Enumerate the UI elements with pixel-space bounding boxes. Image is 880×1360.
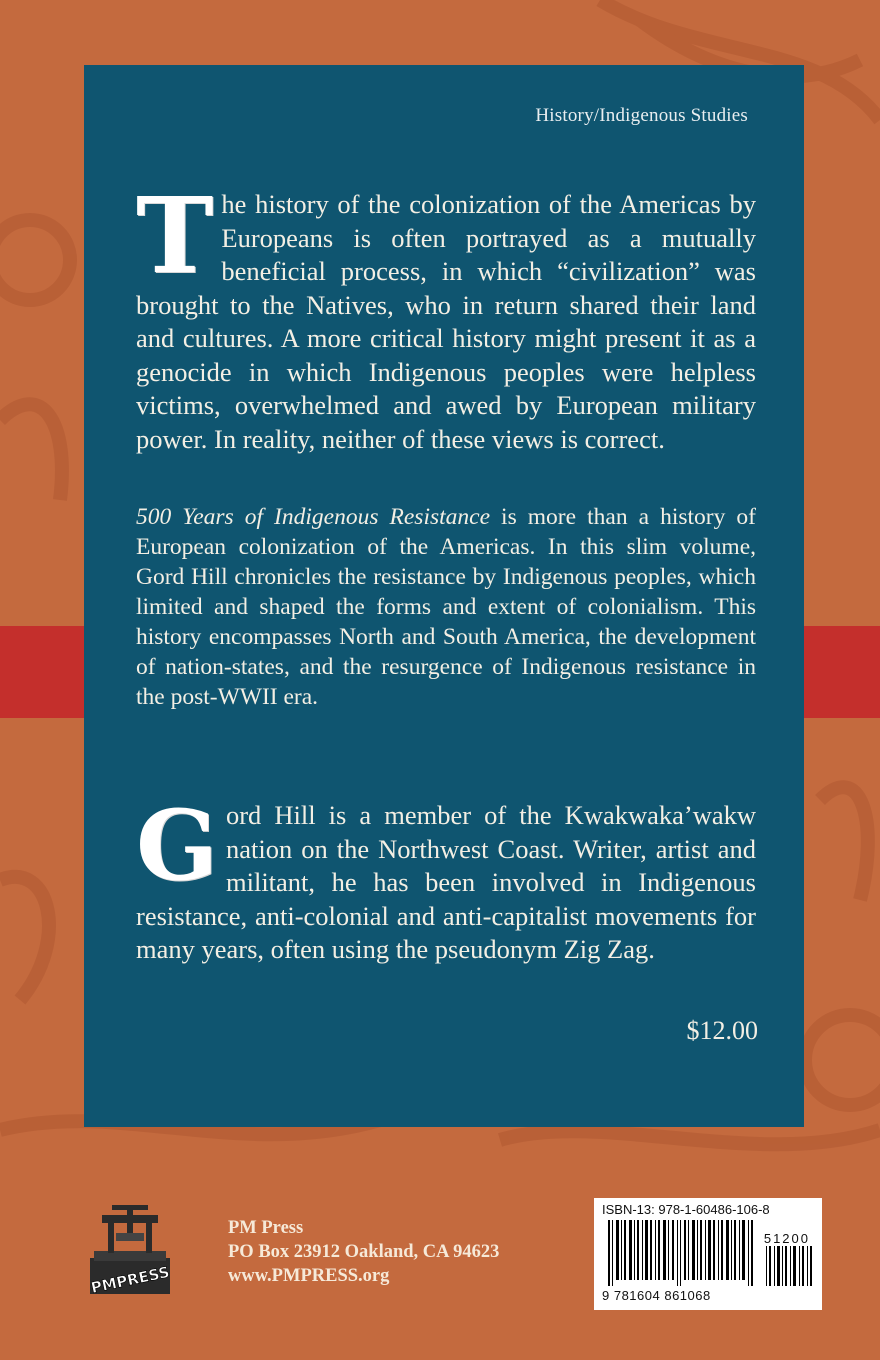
dropcap-g: G bbox=[136, 789, 218, 902]
publisher-website[interactable]: www.PMPRESS.org bbox=[228, 1266, 390, 1286]
isbn-barcode bbox=[594, 1198, 822, 1310]
intro-paragraph bbox=[136, 174, 756, 456]
addon-barcode-icon bbox=[766, 1246, 812, 1286]
summary-paragraph bbox=[136, 502, 756, 712]
publisher-address: PO Box 23912 Oakland, CA 94623 bbox=[228, 1242, 500, 1262]
publisher-name: PM Press bbox=[228, 1218, 304, 1238]
isbn-label: ISBN-13: 978-1-60486-106-8 bbox=[602, 1202, 770, 1217]
book-title: 500 Years of Indigenous Resistance bbox=[136, 504, 491, 530]
author-text: ord Hill is a member of the Kwakwaka’wakw nation on the Northwest Coast. Writer, artist and militant, he has been involved in Indigenous resistance, anti-colonial and anti-capitalist movements for many years, often using the pseudonym Zig Zag. bbox=[136, 800, 756, 964]
barcode-digits: 9 781604 861068 bbox=[602, 1288, 711, 1303]
summary-text: is more than a history of European colonization of the Americas. In this slim volume, Gord Hill chronicles the resistance by Indigenous peoples, which limited and shaped the forms and extent of colonialism. This history encompasses North and South America, the development of nation-states, and the resurgence of Indigenous resistance in the post-WWII era. bbox=[136, 504, 756, 710]
publisher-info bbox=[228, 1216, 499, 1288]
barcode-bars-icon bbox=[608, 1220, 754, 1286]
author-paragraph bbox=[136, 789, 756, 967]
logo-text: PMPRESS bbox=[89, 1262, 172, 1298]
intro-text: he history of the colonization of the Americas by Europeans is often portrayed as a mutually beneficial process, in which “civilization” was brought to the Natives, who in return shared their land and cultures. A more critical history might present it as a genocide in which Indigenous peoples were helpless victims, overwhelmed and awed by European military power. In reality, neither of these views is correct. bbox=[136, 189, 756, 454]
price: $12.00 bbox=[686, 1016, 758, 1045]
dropcap-t: T bbox=[136, 174, 214, 297]
category-label: History/Indigenous Studies bbox=[535, 105, 748, 126]
description-panel bbox=[84, 65, 804, 1127]
pm-press-logo-icon bbox=[80, 1203, 180, 1303]
price-code: 51200 bbox=[763, 1231, 810, 1246]
